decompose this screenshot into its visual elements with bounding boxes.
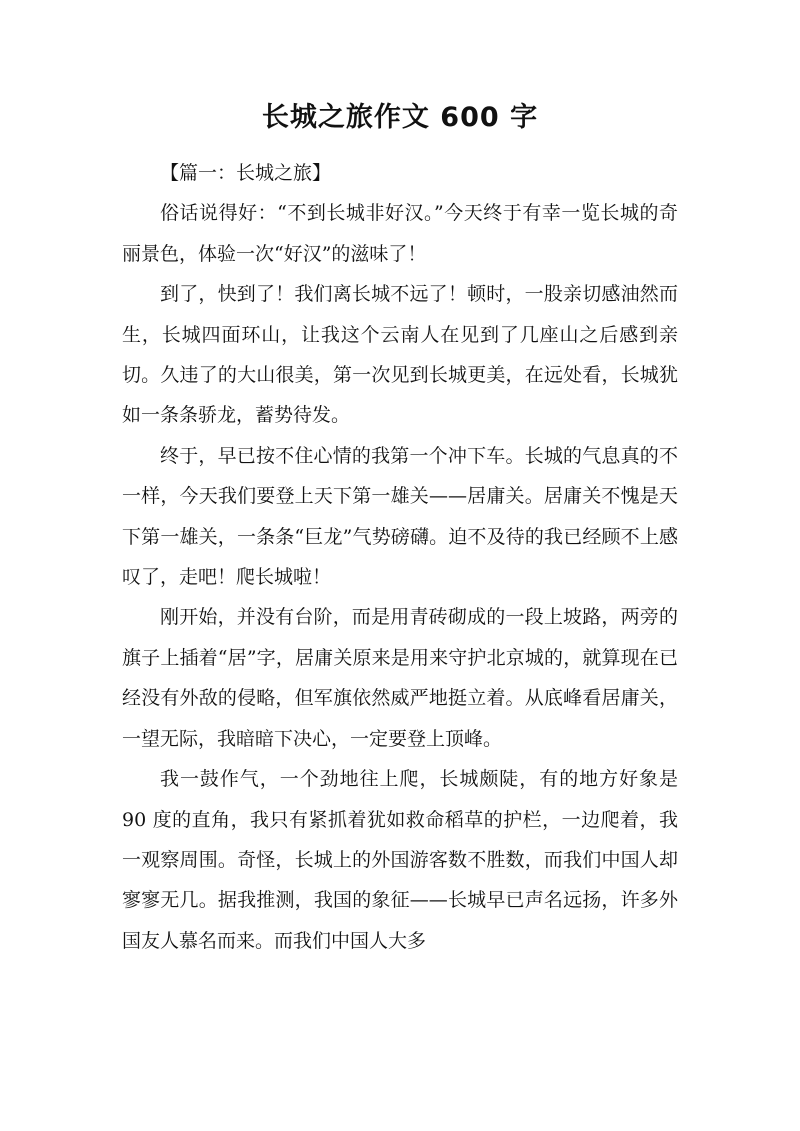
- section-heading: 【篇一：长城之旅】: [160, 162, 332, 184]
- document-body: [122, 153, 678, 961]
- document-title: 长城之旅作文 600 字: [261, 102, 539, 133]
- paragraph-4: 刚开始，并没有台阶，而是用青砖砌成的一段上坡路，两旁的旗子上插着“居”字，居庸关原来是用来守护北京城的，就算现在已经没有外敌的侵略，但军旗依然威严地挺立着。从底峰看居庸关，一望无际，我暗暗下决心，一定要登上顶峰。: [122, 606, 678, 750]
- paragraph-2: 到了，快到了！我们离长城不远了！顿时，一股亲切感油然而生，长城四面环山，让我这个云南人在见到了几座山之后感到亲切。久违了的大山很美，第一次见到长城更美，在远处看，长城犹如一条条骄龙，蓄势待发。: [122, 283, 678, 427]
- paragraph-1: 俗话说得好：“不到长城非好汉。”今天终于有幸一览长城的奇丽景色，体验一次“好汉”的滋味了！: [122, 202, 678, 265]
- paragraph-3: 终于，早已按不住心情的我第一个冲下车。长城的气息真的不一样，今天我们要登上天下第一雄关——居庸关。居庸关不愧是天下第一雄关，一条条“巨龙”气势磅礴。迫不及待的我已经顾不上感叹了，走吧！爬长城啦！: [122, 444, 678, 589]
- paragraph-5: 我一鼓作气，一个劲地往上爬，长城颇陡，有的地方好象是 90 度的直角，我只有紧抓着犹如救命稻草的护栏，一边爬着，我一观察周围。奇怪，长城上的外国游客数不胜数，而我们中国人却寥寥无几。据我推测，我国的象征——长城早已声名远扬，许多外国友人慕名而来。而我们中国人大多: [122, 768, 678, 952]
